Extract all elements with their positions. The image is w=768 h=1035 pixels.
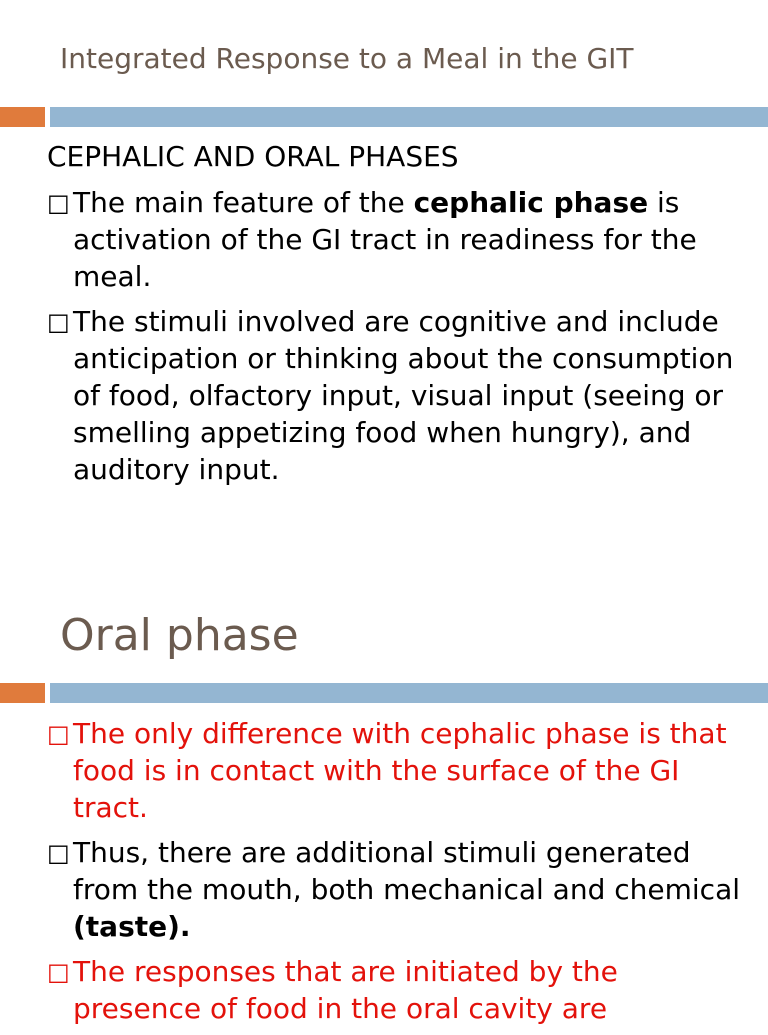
bullet-icon: □ xyxy=(47,839,70,867)
item-text-pre: The main feature of the xyxy=(73,186,414,219)
list-item xyxy=(47,184,747,295)
bullet-list xyxy=(47,184,747,496)
item-text: The responses that are initiated by the presence of food in the oral cavity are xyxy=(73,955,618,1025)
bullet-icon: □ xyxy=(47,189,70,217)
main-bar-segment xyxy=(50,107,768,127)
list-item xyxy=(47,953,747,1027)
item-text-bold: cephalic phase xyxy=(413,186,649,219)
item-text-bold: (taste). xyxy=(73,910,191,943)
slide-title: Integrated Response to a Meal in the GIT xyxy=(60,42,634,75)
item-text: The stimuli involved are cognitive and include anticipation or thinking about the consumption of food, olfactory input, visual input (seeing or smelling appetizing food when hungry), and auditory input. xyxy=(73,305,734,486)
item-text-post: is activation of the GI tract in readiness for the meal. xyxy=(73,186,697,293)
item-text-pre: Thus, there are additional stimuli generated from the mouth, both mechanical and chemical xyxy=(73,836,741,906)
list-item xyxy=(47,834,747,945)
list-item xyxy=(47,715,747,826)
title-divider-bar xyxy=(0,107,768,127)
title-divider-bar xyxy=(0,683,768,703)
section-heading: CEPHALIC AND ORAL PHASES xyxy=(47,140,459,173)
slide-title: Oral phase xyxy=(60,610,299,661)
accent-bar-segment xyxy=(0,107,45,127)
bullet-icon: □ xyxy=(47,720,70,748)
bullet-icon: □ xyxy=(47,308,70,336)
bullet-icon: □ xyxy=(47,958,70,986)
bullet-list xyxy=(47,715,747,1035)
item-text: The only difference with cephalic phase is that food is in contact with the surface of the GI tract. xyxy=(73,717,727,824)
accent-bar-segment xyxy=(0,683,45,703)
main-bar-segment xyxy=(50,683,768,703)
list-item xyxy=(47,303,747,488)
